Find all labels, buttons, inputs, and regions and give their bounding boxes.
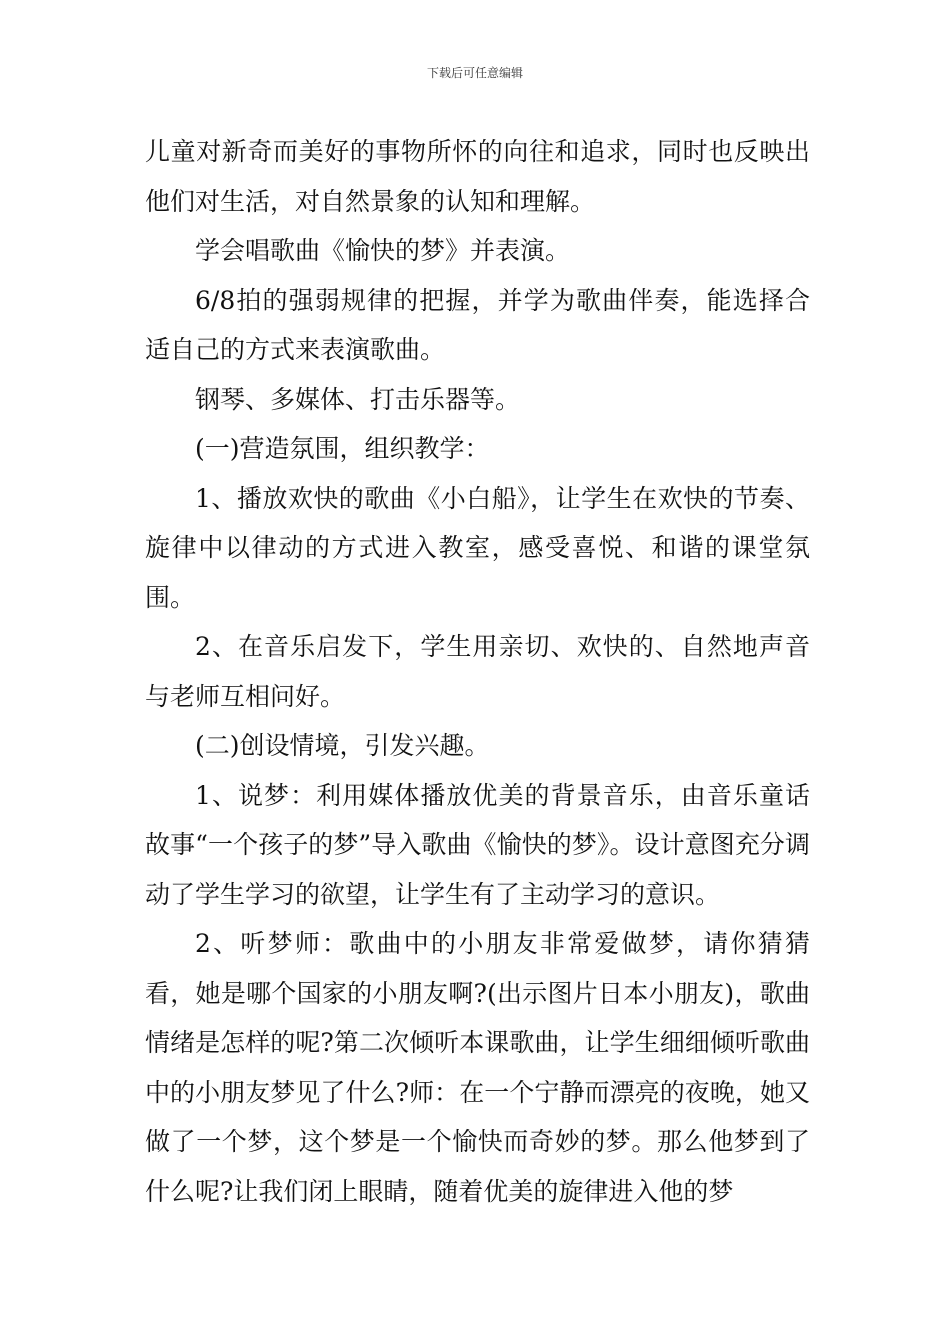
paragraph: 学会唱歌曲《愉快的梦》并表演。 bbox=[195, 236, 571, 265]
document-body bbox=[145, 127, 810, 1216]
paragraph: (一)营造氛围，组织教学： bbox=[195, 434, 490, 463]
paragraph: 6/8拍的强弱规律的把握，并学为歌曲伴奏，能选择合适自己的方式来表演歌曲。 bbox=[145, 285, 810, 364]
paragraph: 2、听梦师：歌曲中的小朋友非常爱做梦，请你猜猜看，她是哪个国家的小朋友啊?(出示图片日本小朋友)，歌曲情绪是怎样的呢?第二次倾听本课歌曲，让学生细细倾听歌曲中的小朋友梦见了什么?师：在一个宁静而漂亮的夜晚，她又做了一个梦，这个梦是一个愉快而奇妙的梦。那么他梦到了什么呢?让我们闭上眼睛，随着优美的旋律进入他的梦 bbox=[145, 929, 810, 1206]
paragraph: 钢琴、多媒体、打击乐器等。 bbox=[195, 384, 521, 414]
paragraph: 1、说梦：利用媒体播放优美的背景音乐，由音乐童话故事“一个孩子的梦”导入歌曲《愉快的梦》。设计意图充分调动了学生学习的欲望，让学生有了主动学习的意识。 bbox=[145, 780, 810, 909]
paragraph: 儿童对新奇而美好的事物所怀的向往和追求，同时也反映出他们对生活，对自然景象的认知和理解。 bbox=[145, 137, 810, 216]
page-header: 下载后可任意编辑 bbox=[426, 66, 523, 80]
paragraph: 2、在音乐启发下，学生用亲切、欢快的、自然地声音与老师互相问好。 bbox=[145, 632, 810, 711]
paragraph: 1、播放欢快的歌曲《小白船》，让学生在欢快的节奏、旋律中以律动的方式进入教室，感受喜悦、和谐的课堂氛围。 bbox=[145, 483, 810, 612]
paragraph: (二)创设情境，引发兴趣。 bbox=[195, 731, 490, 760]
